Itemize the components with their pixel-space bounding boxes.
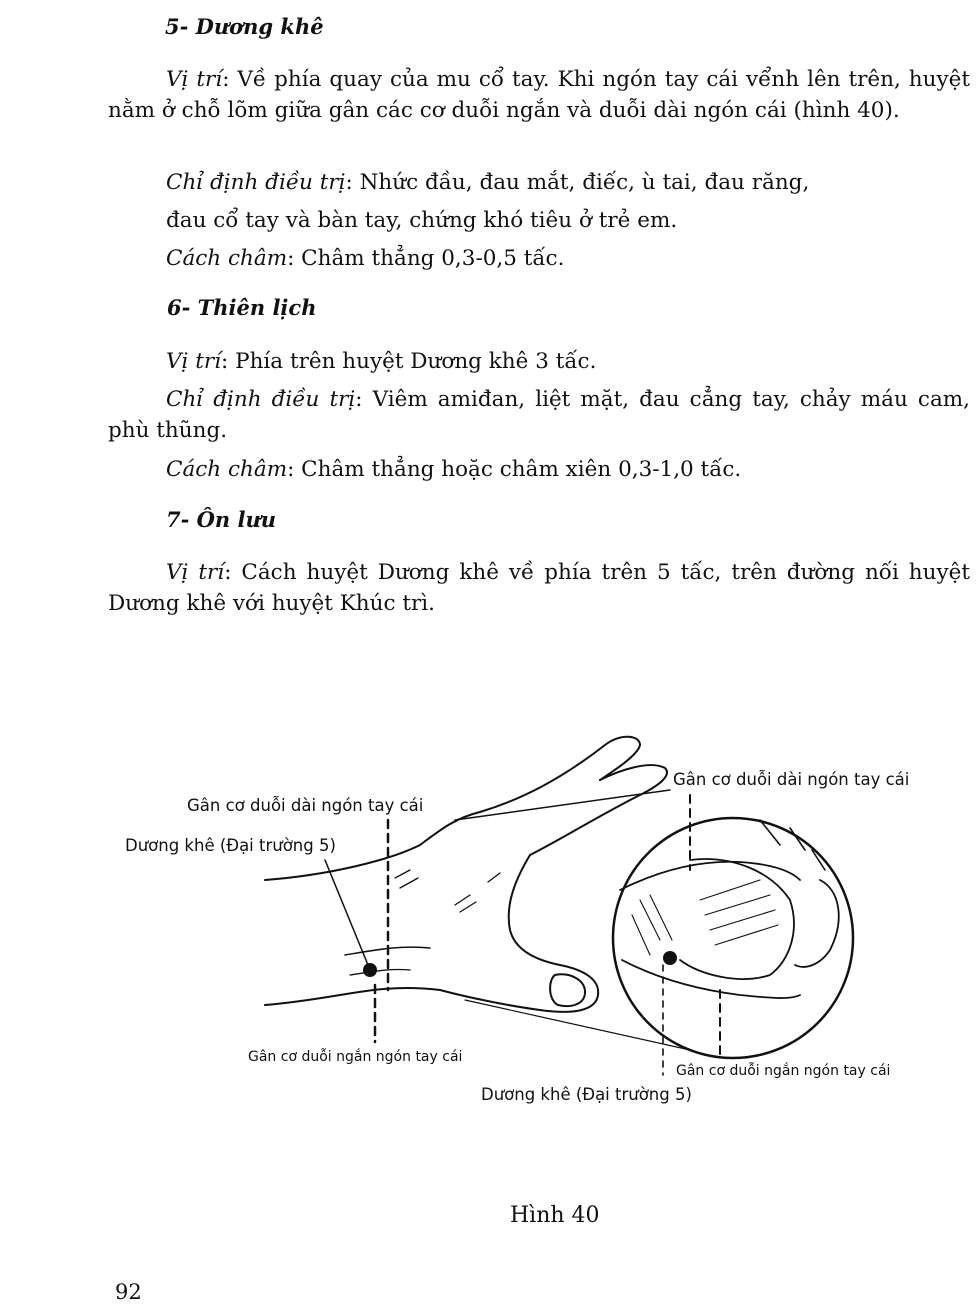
- label-chi-dinh: Chỉ định điều trị: [166, 170, 346, 195]
- line-cach-cham-thien-lich: [166, 457, 741, 483]
- thumb-outline: [265, 988, 440, 1005]
- figure-caption: Hình 40: [510, 1203, 600, 1228]
- label-short-tendon-right: Gân cơ duỗi ngắn ngón tay cái: [676, 1063, 891, 1079]
- label-cach-cham: Cách châm: [166, 246, 288, 271]
- inset-snuffbox-outline: [680, 859, 794, 979]
- text-cach-cham: : Châm thẳng 0,3-0,5 tấc.: [287, 246, 565, 271]
- paragraph-vi-tri-duong-khe: [108, 64, 970, 126]
- inset-muscle-hatching: [632, 880, 778, 955]
- label-vi-tri: Vị trí: [166, 560, 225, 585]
- label-short-tendon-left: Gân cơ duỗi ngắn ngón tay cái: [248, 1049, 463, 1065]
- page-number: 92: [115, 1280, 142, 1304]
- heading-on-luu: 7- Ôn lưu: [166, 507, 277, 532]
- label-long-tendon-left: Gân cơ duỗi dài ngón tay cái: [187, 796, 424, 815]
- line-chi-dinh-1: [166, 170, 809, 196]
- finger-outline: [530, 765, 667, 855]
- inset-skin-lines: [760, 820, 825, 870]
- label-vi-tri: Vị trí: [166, 349, 222, 374]
- text-chi-dinh: : Viêm amiđan, liệt mặt, đau cẳng tay, chảy máu cam, phù thũng.: [108, 387, 970, 443]
- inset-tendon-upper: [620, 862, 800, 890]
- paragraph-chi-dinh-thien-lich: [108, 384, 970, 446]
- line-chi-dinh-2: đau cổ tay và bàn tay, chứng khó tiêu ở trẻ em.: [166, 208, 678, 233]
- inset-tendon-lower: [622, 960, 800, 998]
- text-vi-tri: : Phía trên huyệt Dương khê 3 tấc.: [221, 349, 597, 374]
- label-long-tendon-right: Gân cơ duỗi dài ngón tay cái: [673, 770, 910, 789]
- text-vi-tri: : Cách huyệt Dương khê về phía trên 5 tấc, trên đường nối huyệt Dương khê với huyệt Khúc trì.: [108, 560, 970, 616]
- label-duong-khe-left: Dương khê (Đại trường 5): [125, 836, 336, 855]
- label-cach-cham: Cách châm: [166, 457, 288, 482]
- inset-acupoint-marker: [664, 952, 676, 964]
- skin-hatch: [395, 870, 500, 912]
- line-cach-cham: [166, 246, 564, 272]
- text-cach-cham: : Châm thẳng hoặc châm xiên 0,3-1,0 tấc.: [287, 457, 742, 482]
- label-vi-tri: Vị trí: [166, 67, 223, 92]
- text-vi-tri: : Về phía quay của mu cổ tay. Khi ngón tay cái vểnh lên trên, huyệt nằm ở chỗ lõm giữa gân các cơ duỗi ngắn và duỗi dài ngón cái (hình 40).: [108, 67, 971, 123]
- thumb-nail: [550, 974, 585, 1006]
- inset-circle: [613, 818, 853, 1058]
- line-vi-tri-thien-lich: [166, 349, 596, 375]
- wrist-lower-crease: [350, 969, 410, 975]
- inset-guide-bottom: [465, 1000, 690, 1050]
- heading-thien-lich: 6- Thiên lịch: [167, 295, 317, 320]
- paragraph-vi-tri-on-luu: [108, 557, 970, 619]
- hand-palm-outline: [440, 855, 598, 1012]
- acupoint-marker: [364, 964, 376, 976]
- inset-thumb-outline: [795, 880, 839, 967]
- inset-guide-top: [455, 790, 670, 820]
- label-duong-khe-right: Dương khê (Đại trường 5): [481, 1085, 692, 1104]
- text-chi-dinh-1: : Nhức đầu, đau mắt, điếc, ù tai, đau răng,: [345, 170, 810, 195]
- label-chi-dinh: Chỉ định điều trị: [166, 387, 356, 412]
- heading-duong-khe: 5- Dương khê: [165, 14, 324, 39]
- leader-point: [325, 860, 368, 965]
